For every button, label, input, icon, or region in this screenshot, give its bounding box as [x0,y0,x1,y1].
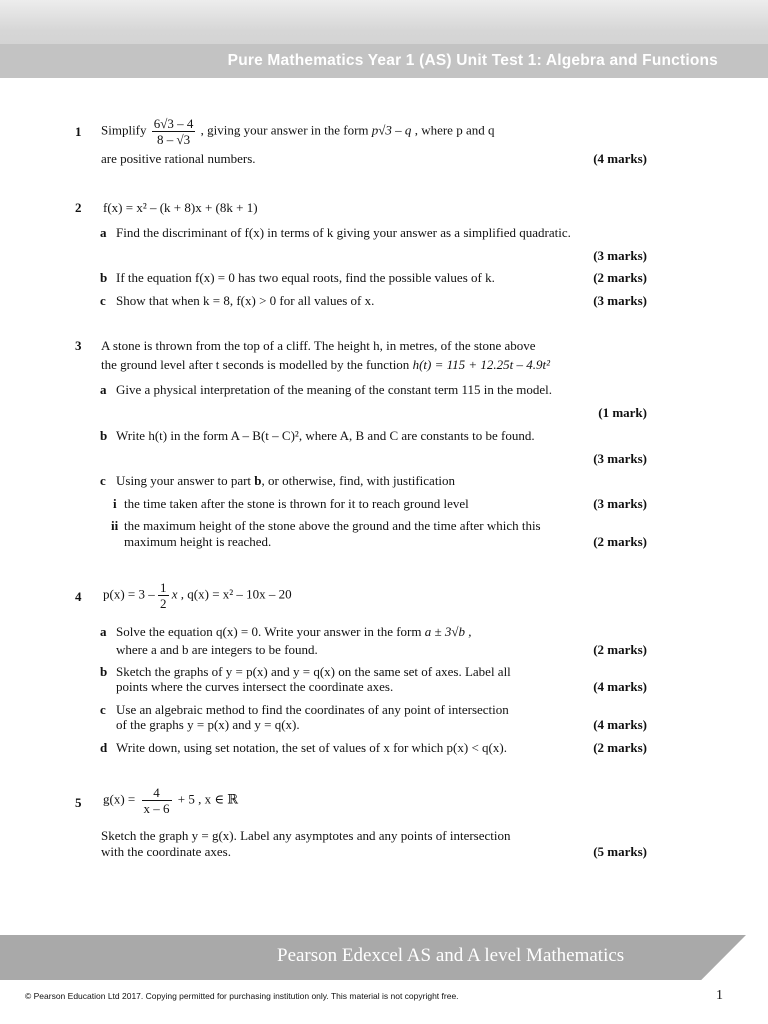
q3b-label: b [100,428,108,443]
q3ci-label: i [113,496,117,511]
q1-tail: , where p and q [414,122,495,138]
page-number: 1 [716,988,723,1003]
q3a-text: Give a physical interpretation of the meaning of the constant term 115 in the model. [116,382,552,397]
q2b-text: If the equation f(x) = 0 has two equal roots, find the possible values of k. [116,270,495,285]
q4-p-fraction-numerator: 1 [160,580,167,595]
question-1-line2: are positive rational numbers. [101,151,256,166]
q4a-form: a ± 3√b , [424,624,472,639]
q1-fraction-denominator: 8 – √3 [157,132,191,147]
q5-fraction [142,785,172,816]
q3-line1: A stone is thrown from the top of a cliff. The height h, in metres, of the stone above [101,338,536,353]
q2a-marks: (3 marks) [593,248,647,263]
q4a-marks: (2 marks) [593,642,647,657]
page-title: Pure Mathematics Year 1 (AS) Unit Test 1: Algebra and Functions [227,52,718,69]
question-1-line1 [101,116,494,147]
q3cii-label: ii [111,518,119,533]
q4a-text-1 [116,624,472,640]
q4-p-lhs: p(x) = 3 – [103,586,155,602]
q3a-marks: (1 mark) [598,405,647,420]
q3cii-text-1: the maximum height of the stone above the ground and the time after which this [124,518,541,533]
q1-fraction-numerator: 6√3 – 4 [153,116,194,131]
q4c-label: c [100,702,106,717]
q1-mid: , giving your answer in the form [200,122,369,138]
q3cii-marks: (2 marks) [593,534,647,549]
q3c-text-post: , or otherwise, find, with justification [261,473,456,488]
copyright-notice: © Pearson Education Ltd 2017. Copying permitted for purchasing institution only. This material is not copyright free. [25,991,459,1001]
q2c-label: c [100,293,106,308]
q3b-text: Write h(t) in the form A – B(t – C)², where A, B and C are constants to be found. [116,428,535,443]
q2-function: f(x) = x² – (k + 8)x + (8k + 1) [103,200,258,215]
q4-p-fraction-denominator: 2 [160,596,167,611]
header-banner [0,0,768,78]
q4d-marks: (2 marks) [593,740,647,755]
q4c-text-1: Use an algebraic method to find the coordinates of any point of intersection [116,702,509,717]
q4b-marks: (4 marks) [593,679,647,694]
q5-line2: with the coordinate axes. [101,844,231,859]
q3ci-text: the time taken after the stone is thrown for it to reach ground level [124,496,469,511]
q3a-label: a [100,382,107,397]
q2a-label: a [100,225,107,240]
q4d-label: d [100,740,108,755]
q4-q-expr: q(x) = x² – 10x – 20 [187,586,292,602]
q5-marks: (5 marks) [593,844,647,859]
q4a-text-2: where a and b are integers to be found. [116,642,318,657]
q1-lead: Simplify [101,122,147,138]
q3b-marks: (3 marks) [593,451,647,466]
q1-form: p√3 – q [371,122,412,138]
q4b-text-2: points where the curves intersect the coordinate axes. [116,679,394,694]
q4a-label: a [100,624,107,639]
q5-fraction-denominator: x – 6 [143,801,170,816]
question-5-number: 5 [75,795,82,810]
q4c-marks: (4 marks) [593,717,647,732]
q3c-text-part: b [254,473,262,488]
q5-lhs: g(x) = [103,791,136,807]
q4-p-rhs: x , [171,586,185,602]
q4-functions [103,580,292,611]
question-2-number: 2 [75,200,82,215]
q2b-label: b [100,270,108,285]
question-4-number: 4 [75,589,82,604]
q1-marks: (4 marks) [593,151,647,166]
q4b-text-1: Sketch the graphs of y = p(x) and y = q(x) on the same set of axes. Label all [116,664,511,679]
question-3-number: 3 [75,338,82,353]
q2c-marks: (3 marks) [593,293,647,308]
q4d-text: Write down, using set notation, the set of values of x for which p(x) < q(x). [116,740,507,755]
q5-rhs: + 5 , x ∈ ℝ [177,791,239,807]
q3-line2 [101,357,550,373]
q2c-text: Show that when k = 8, f(x) > 0 for all values of x. [116,293,375,308]
q3-line2-text: the ground level after t seconds is modelled by the function [101,357,410,372]
q3c-text [116,473,455,489]
q2b-marks: (2 marks) [593,270,647,285]
q4-p-fraction [158,580,169,611]
footer-title: Pearson Edexcel AS and A level Mathematics [277,945,625,966]
q4b-label: b [100,664,108,679]
q5-function [103,785,238,816]
q3-function: h(t) = 115 + 12.25t – 4.9t² [412,357,551,372]
q5-fraction-numerator: 4 [142,785,172,801]
q1-fraction [152,116,196,147]
q4c-text-2: of the graphs y = p(x) and y = q(x). [116,717,300,732]
q5-line1: Sketch the graph y = g(x). Label any asymptotes and any points of intersection [101,828,511,843]
q2a-text: Find the discriminant of f(x) in terms of k giving your answer as a simplified quadratic. [116,225,571,240]
question-1-number: 1 [75,124,82,139]
q3cii-text-2: maximum height is reached. [124,534,272,549]
q3c-text-pre: Using your answer to part [116,473,252,488]
q3ci-marks: (3 marks) [593,496,647,511]
q4a-text-1-body: Solve the equation q(x) = 0. Write your answer in the form [116,624,422,639]
q3c-label: c [100,473,106,488]
